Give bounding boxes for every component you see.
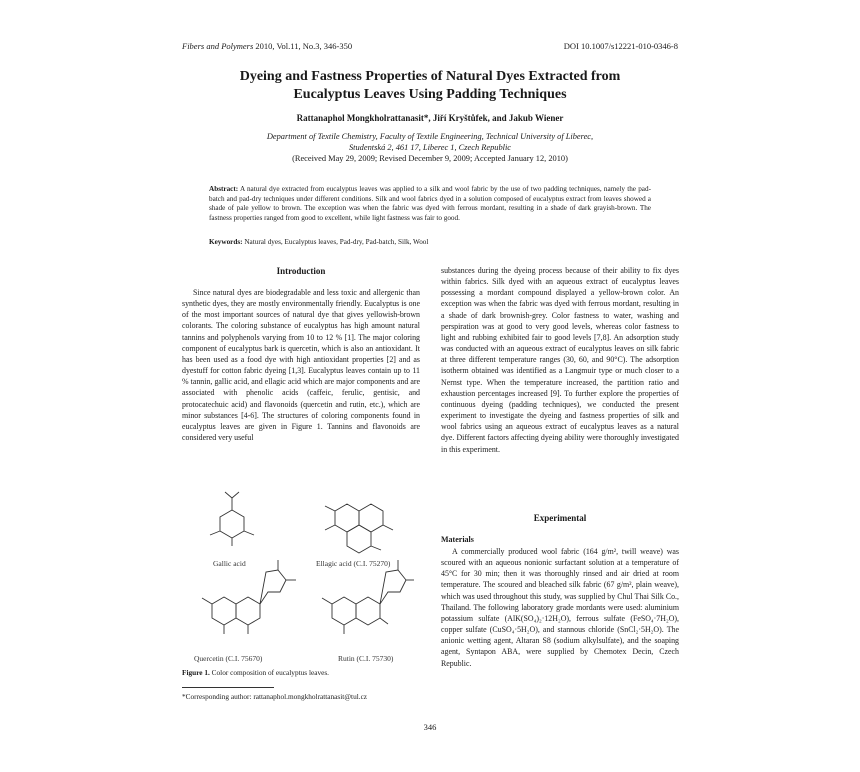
rutin-label: Rutin (C.I. 75730) (338, 654, 394, 663)
abstract (209, 185, 651, 223)
affiliation-line-2: Studentská 2, 461 17, Liberec 1, Czech Republic (348, 143, 512, 152)
materials-heading: Materials (441, 535, 474, 544)
affiliation (182, 131, 678, 153)
rutin-structure (322, 560, 414, 634)
figure-1 (182, 482, 420, 682)
journal-citation: 2010, Vol.11, No.3, 346-350 (253, 41, 353, 51)
affiliation-line-1: Department of Textile Chemistry, Faculty of Textile Engineering, Technical University of Liberec, (266, 132, 594, 141)
keywords (209, 238, 651, 246)
paper-title (182, 68, 678, 104)
quercetin-label: Quercetin (C.I. 75670) (194, 654, 263, 663)
ellagic-acid-label: Ellagic acid (C.I. 75270) (316, 559, 391, 568)
figure-caption-text: Color composition of eucalyptus leaves. (209, 668, 330, 677)
quercetin-structure (202, 560, 296, 634)
keywords-label: Keywords: (209, 238, 243, 246)
ellagic-acid-structure (325, 504, 393, 553)
received-dates: (Received May 29, 2009; Revised December 9, 2009; Accepted January 12, 2010) (292, 154, 568, 163)
doi-header: DOI 10.1007/s12221-010-0346-8 (563, 41, 678, 51)
journal-name: Fibers and Polymers (182, 41, 254, 51)
gallic-acid-label: Gallic acid (213, 559, 246, 568)
corresponding-author-footnote: *Corresponding author: rattanaphol.mongkholrattanasit@tul.cz (182, 692, 368, 701)
introduction-body (182, 287, 420, 443)
figure-caption (182, 668, 329, 677)
page-number: 346 (423, 722, 437, 732)
abstract-label: Abstract: (209, 185, 239, 193)
title-line-1: Dyeing and Fastness Properties of Natural Dyes Extracted from (239, 69, 621, 84)
right-column-body (441, 265, 679, 455)
experimental-heading: Experimental (533, 513, 587, 523)
abstract-text: A natural dye extracted from eucalyptus leaves was applied to a silk and wool fabric by the use of two padding techniques, namely the pad-batch and pad-dry techniques under different conditions. Silk and wool fabrics dyed in a solution composed of eucalyptus extract from leaves showed a shade of pale yellow to brown. The exception was when the fabric was dyed with ferrous mordant, resulting in a shade of dark grayish-brown. The fastness properties ranged from good to excellent, while light fastness was fair to good. (209, 185, 651, 222)
title-line-2: Eucalyptus Leaves Using Padding Techniques (293, 87, 567, 102)
keywords-text: Natural dyes, Eucalyptus leaves, Pad-dry, Pad-batch, Silk, Wool (242, 238, 429, 246)
materials-body (441, 546, 679, 669)
figure-caption-label: Figure 1. (182, 668, 210, 677)
right-column-paragraph: substances during the dyeing process because of their ability to fix dyes within fabrics. Silk dyed with an aqueous extract of eucalyptus leaves possessing a mordant compound displayed a yellow-brown color. An exception was when the fabric was dyed with ferrous mordant, resulting in a shade of dark brownish-grey. Color fastness to water, washing and perspiration was at good to very good levels, whereas color fastness to light and rubbing exhibited fair to good levels [7,8]. An adsorption study was conducted with an aqueous extract of eucalyptus leaves on silk fabric at three different temperature ranges (30, 60, and 90°C). The adsorption isotherm obtained was identified as a Langmuir type or much closer to a Nernst type. When the temperature increased, the partition ratio and exhaustion percentages increased [9]. To further explore the properties of continuous dyeing (padding techniques), we conducted the present experiment to investigate the dyeing and fastness properties of silk and wool fabrics using an aqueous extract of eucalyptus leaves as a natural dye. Different factors affecting dyeing ability were thoroughly investigated in this experiment. (441, 266, 679, 454)
introduction-paragraph: Since natural dyes are biodegradable and less toxic and allergenic than synthetic dyes, they are mostly environmentally friendly. Eucalyptus is one of the most important sources of natural dye that gives yellowish-brown colorants. The coloring substance of eucalyptus has high amount natural tannins and polyphenols varying from 10 to 12 % [1]. The major coloring component of eucalyptus bark is quercetin, which is also an antioxidant. It has been used as a food dye with high antioxidant properties [2] and as dyestuff for cotton fabric dyeing [1,3]. Eucalyptus leaves contain up to 11 % tannin, gallic acid, and ellagic acid which are major components and are associated with phenolic acids (caffeic, ferulic, gentisic, and protocatechuic acid) and flavonoids (quercetin and rutin, etc.), which are minor substances [4-6]. The structures of coloring components found in eucalyptus leaves are given in Figure 1. Tannins and flavonoids are considered very useful (182, 288, 420, 443)
gallic-acid-structure (210, 492, 254, 546)
materials-paragraph: A commercially produced wool fabric (164 g/m², twill weave) was scoured with an aqueous nonionic surfactant solution at a temperature of 45°C for 30 min; then it was thoroughly rinsed and air dried at room temperature. The scoured and bleached silk fabric (67 g/m², plain weave), which was used throughout this study, was supplied by Chul Thai Silk Co., Thailand. The following laboratory grade mordants were used: aluminium potassium sulfate (AlK(SO₄)₂·12H₂O), ferrous sulfate (FeSO₄·7H₂O), copper sulfate (CuSO₄·5H₂O), and stannous chloride (SnCl₂·5H₂O). The anionic wetting agent, Altaran S8 (sodium alkylsulfate), and the soaping agent, Syntapon ABA, were supplied by Chemotex Decin, Czech Republic. (441, 547, 679, 668)
chemical-structures-drawing (182, 482, 420, 668)
journal-header (182, 41, 352, 51)
authors: Rattanaphol Mongkholrattanasit*, Jiří Kryštůfek, and Jakub Wiener (296, 113, 564, 123)
introduction-heading: Introduction (276, 266, 326, 276)
footnote-rule (182, 687, 274, 688)
